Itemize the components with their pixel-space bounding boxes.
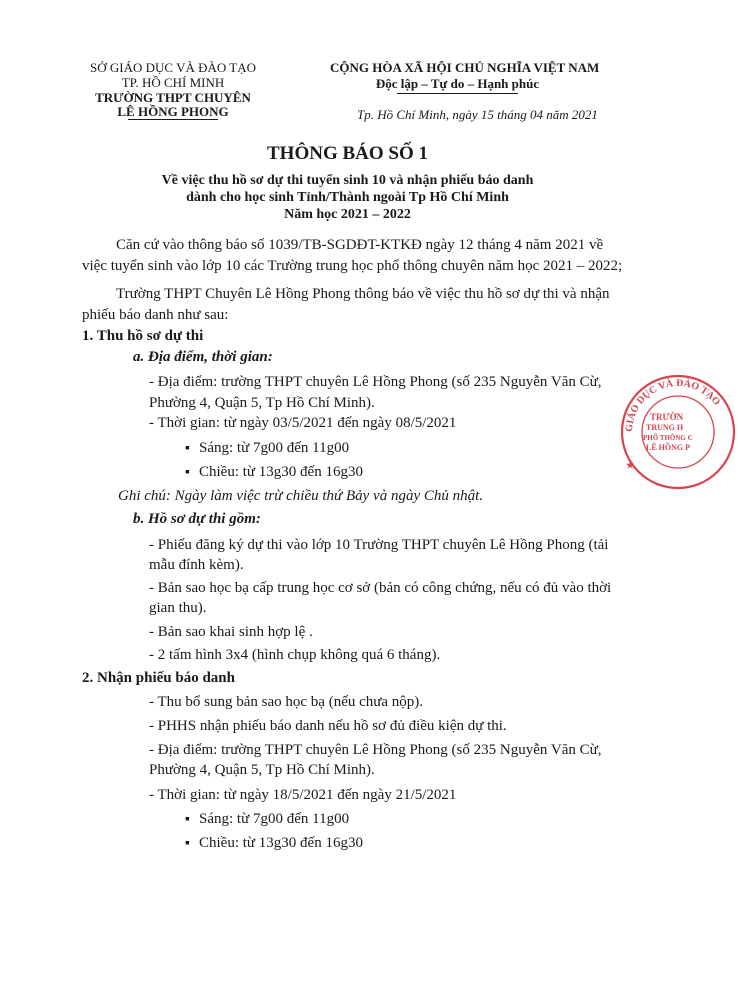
section-1a-morning-text: Sáng: từ 7g00 đến 11g00 [199,440,350,456]
section-1a-location-line-1: - Địa điểm: trường THPT chuyên Lê Hồng Phong (số 235 Nguyễn Văn Cừ, [149,374,602,390]
intro-paragraph-2-line-2: phiếu báo danh như sau: [82,307,229,323]
school-name-line2: LÊ HỒNG PHONG [117,104,229,119]
section-1b-item-2-line-2: gian thu). [149,600,207,616]
intro-paragraph-1-line-1: Căn cứ vào thông báo số 1039/TB-SGDĐT-KTKĐ ngày 12 tháng 4 năm 2021 về [116,237,604,253]
section-2-item-2: - PHHS nhận phiếu báo danh nếu hồ sơ đủ điều kiện dự thi. [149,718,507,734]
school-underline [128,119,218,120]
section-2-item-4: - Thời gian: từ ngày 18/5/2021 đến ngày 21/5/2021 [149,787,457,803]
section-1a-location-line-2: Phường 4, Quận 5, Tp Hồ Chí Minh). [149,395,375,411]
square-bullet-icon [185,440,199,456]
section-2-item-3-line-1: - Địa điểm: trường THPT chuyên Lê Hồng Phong (số 235 Nguyễn Văn Cừ, [149,742,602,758]
nation-name: CỘNG HÒA XÃ HỘI CHỦ NGHĨA VIỆT NAM [330,60,600,75]
section-1b-item-4: - 2 tấm hình 3x4 (hình chụp không quá 6 tháng). [149,647,441,663]
square-bullet-icon [185,464,199,480]
section-1a-note: Ghi chú: Ngày làm việc trừ chiều thứ Bảy và ngày Chủ nhật. [118,488,484,504]
section-2-afternoon-text: Chiều: từ 13g30 đến 16g30 [199,835,363,851]
document-title: THÔNG BÁO SỐ 1 [267,143,428,164]
section-1a-heading: a. Địa điểm, thời gian: [133,349,273,365]
official-seal [618,372,738,492]
seal-ring-text: GIÁO DỤC VÀ ĐÀO TẠO [623,377,723,433]
section-2-afternoon [185,833,363,854]
section-2-item-3-line-2: Phường 4, Quận 5, Tp Hồ Chí Minh). [149,762,375,778]
section-1a-afternoon [185,462,363,483]
section-1a-afternoon-text: Chiều: từ 13g30 đến 16g30 [199,464,363,480]
agency-name: SỞ GIÁO DỤC VÀ ĐÀO TẠO [90,60,256,75]
section-1-heading: 1. Thu hồ sơ dự thi [82,328,204,344]
square-bullet-icon [185,811,199,827]
seal-line-3: PHỔ THÔNG C [643,434,693,442]
document-subtitle-3: Năm học 2021 – 2022 [284,207,411,222]
section-1b-item-1-line-2: mẫu đính kèm). [149,557,244,573]
square-bullet-icon [185,835,199,851]
section-1a-morning [185,438,349,459]
seal-star-icon: ★ [626,460,635,470]
seal-line-1: TRƯỜN [650,412,684,422]
section-1b-item-3: - Bản sao khai sinh hợp lệ . [149,624,313,640]
section-1a-time: - Thời gian: từ ngày 03/5/2021 đến ngày 08/5/2021 [149,415,457,431]
intro-paragraph-2-line-1: Trường THPT Chuyên Lê Hồng Phong thông báo về việc thu hồ sơ dự thi và nhận [116,286,610,302]
national-motto: Độc lập – Tự do – Hạnh phúc [375,76,540,91]
document-subtitle-1: Về việc thu hồ sơ dự thi tuyển sinh 10 và nhận phiếu báo danh [161,173,534,188]
section-1b-item-2-line-1: - Bản sao học bạ cấp trung học cơ sở (bản có công chứng, nếu có đủ vào thời [149,580,612,596]
agency-city: TP. HỒ CHÍ MINH [121,75,225,90]
section-1b-heading: b. Hồ sơ dự thi gồm: [133,511,261,527]
section-2-morning [185,809,349,830]
section-2-morning-text: Sáng: từ 7g00 đến 11g00 [199,811,350,827]
seal-line-2: TRUNG H [646,423,684,432]
intro-paragraph-1-line-2: việc tuyển sinh vào lớp 10 các Trường trung học phổ thông chuyên năm học 2021 – 2022; [82,258,623,274]
seal-line-4: LÊ HỒNG P [646,443,691,452]
section-2-heading: 2. Nhận phiếu báo danh [82,670,235,686]
document-subtitle-2: dành cho học sinh Tỉnh/Thành ngoài Tp Hồ Chí Minh [186,190,509,205]
school-name-line1: TRƯỜNG THPT CHUYÊN [95,90,251,105]
section-1b-item-1-line-1: - Phiếu đăng ký dự thi vào lớp 10 Trường THPT chuyên Lê Hồng Phong (tải [149,537,609,553]
section-2-item-1: - Thu bổ sung bản sao học bạ (nếu chưa nộp). [149,694,424,710]
motto-underline [397,93,518,94]
issue-date: Tp. Hồ Chí Minh, ngày 15 tháng 04 năm 2021 [357,107,598,122]
